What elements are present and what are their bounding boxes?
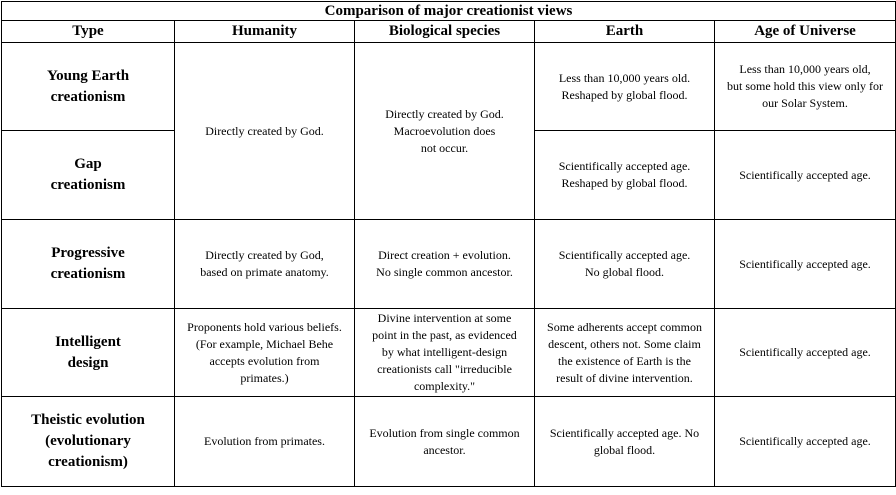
table-row-intelligent-design (2, 309, 896, 397)
table-title: Comparison of major creationist views (2, 2, 896, 21)
species-intelligent-design (355, 309, 535, 397)
type-progressive-creationism (2, 220, 175, 309)
type-line: creationism) (48, 454, 128, 470)
header-type: Type (2, 21, 175, 43)
cell-line: based on primate anatomy. (200, 265, 329, 279)
header-biological-species: Biological species (355, 21, 535, 43)
cell-line: Reshaped by global flood. (561, 176, 688, 190)
cell-line: Evolution from primates. (204, 434, 325, 448)
cell-line: descent, others not. Some claim (548, 336, 701, 351)
type-line: Young Earth (46, 67, 130, 84)
species-young-earth-gap (355, 43, 535, 220)
cell-line: No global flood. (585, 265, 664, 279)
type-line: Intelligent (55, 333, 121, 350)
cell-line: Scientifically accepted age. (739, 434, 871, 448)
cell-line: Evolution from single common (369, 425, 520, 440)
cell-line: accepts evolution from (209, 353, 320, 368)
universe-progressive (715, 220, 896, 309)
cell-line: Directly created by God. (205, 123, 324, 138)
earth-intelligent-design (535, 309, 715, 397)
cell-line: global flood. (593, 442, 656, 457)
humanity-young-earth-gap (175, 43, 355, 220)
humanity-intelligent-design (175, 309, 355, 397)
cell-line: Less than 10,000 years old, (739, 62, 871, 76)
header-earth: Earth (535, 21, 715, 43)
cell-line: the existence of Earth is the (558, 353, 691, 368)
table-row-young-earth (2, 43, 896, 131)
title-row (2, 2, 896, 21)
type-young-earth-creationism (2, 43, 175, 131)
header-humanity: Humanity (175, 21, 355, 43)
table-row-progressive (2, 220, 896, 309)
type-line: creationism (50, 88, 126, 105)
humanity-progressive (175, 220, 355, 309)
species-theistic-evolution (355, 397, 535, 487)
cell-line: not occur. (420, 140, 469, 155)
cell-line: (For example, Michael Behe (195, 336, 334, 351)
type-line: Gap (74, 156, 102, 172)
universe-intelligent-design (715, 309, 896, 397)
earth-gap (535, 131, 715, 220)
cell-line: Directly created by God. (385, 106, 504, 121)
cell-line: Scientifically accepted age. (558, 248, 691, 262)
cell-line: Direct creation + evolution. (378, 248, 511, 262)
cell-line: ancestor. (423, 442, 466, 457)
cell-line: No single common ancestor. (376, 265, 513, 279)
universe-young-earth (715, 43, 896, 131)
type-theistic-evolution (2, 397, 175, 487)
universe-theistic-evolution (715, 397, 896, 487)
cell-line: our Solar System. (762, 96, 848, 110)
header-age-of-universe: Age of Universe (715, 21, 896, 43)
type-line: Progressive (51, 245, 125, 261)
earth-theistic-evolution (535, 397, 715, 487)
cell-line: Scientifically accepted age. (739, 256, 871, 271)
cell-line: primates.) (240, 370, 289, 385)
cell-line: but some hold this view only for (727, 79, 884, 93)
cell-line: Scientifically accepted age. (558, 159, 691, 173)
type-line: design (67, 354, 109, 371)
type-line: (evolutionary (45, 433, 131, 449)
table-row-theistic-evolution (2, 397, 896, 487)
cell-line: Macroevolution does (393, 123, 496, 138)
cell-line: Less than 10,000 years old. (558, 70, 691, 85)
cell-line: Some adherents accept common (547, 319, 702, 334)
header-row (2, 21, 896, 43)
cell-line: Reshaped by global flood. (561, 87, 688, 102)
type-line: Theistic evolution (31, 412, 145, 428)
cell-line: creationists call "irreducible (377, 362, 512, 376)
cell-line: result of divine intervention. (556, 370, 693, 385)
earth-young-earth (535, 43, 715, 131)
cell-line: Scientifically accepted age. No (549, 425, 700, 440)
type-intelligent-design (2, 309, 175, 397)
cell-line: Proponents hold various beliefs. (187, 319, 342, 334)
earth-progressive (535, 220, 715, 309)
cell-line: Scientifically accepted age. (739, 345, 871, 359)
cell-line: Divine intervention at some (377, 311, 512, 325)
cell-line: Scientifically accepted age. (739, 167, 871, 182)
cell-line: by what intelligent-design (381, 345, 508, 359)
type-line: creationism (50, 266, 126, 282)
comparison-table (1, 1, 896, 487)
type-line: creationism (50, 177, 126, 193)
species-progressive (355, 220, 535, 309)
universe-gap (715, 131, 896, 220)
cell-line: complexity." (413, 379, 476, 393)
cell-line: Directly created by God, (205, 248, 324, 262)
type-gap-creationism (2, 131, 175, 220)
humanity-theistic-evolution (175, 397, 355, 487)
cell-line: point in the past, as evidenced (372, 328, 517, 342)
